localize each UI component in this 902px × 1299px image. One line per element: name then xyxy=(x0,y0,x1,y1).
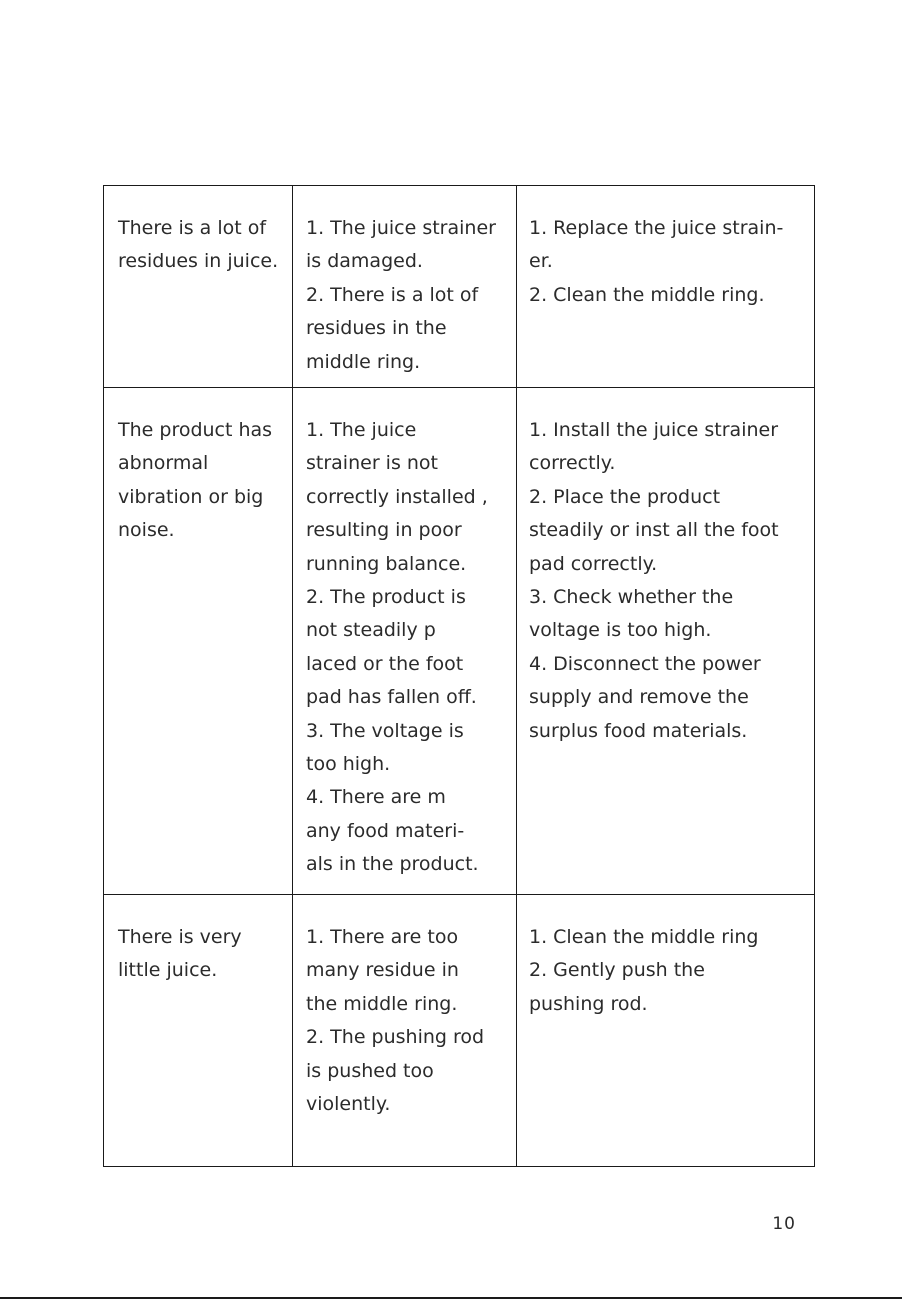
problem-line: vibration or big xyxy=(118,485,264,508)
problem-line: abnormal xyxy=(118,452,209,475)
cause-line: 2. The pushing rod xyxy=(306,1026,485,1049)
problem-line: noise. xyxy=(118,519,175,542)
solution-line: er. xyxy=(529,250,553,273)
cause-line: any food materi- xyxy=(306,819,465,842)
solution-cell xyxy=(517,186,815,388)
solution-line: pushing rod. xyxy=(529,992,648,1015)
solution-line: 2. Clean the middle ring. xyxy=(529,283,765,306)
cause-line: violently. xyxy=(306,1093,391,1116)
cause-line: residues in the xyxy=(306,317,447,340)
cause-line: resulting in poor xyxy=(306,519,462,542)
cause-line: pad has fallen off. xyxy=(306,686,477,709)
problem-cell xyxy=(104,388,293,895)
cause-line: 4. There are m xyxy=(306,786,446,809)
solution-line: pad correctly. xyxy=(529,552,658,575)
solution-line: voltage is too high. xyxy=(529,619,712,642)
solution-line: supply and remove the xyxy=(529,686,749,709)
solution-line: 1. Clean the middle ring xyxy=(529,926,759,948)
cause-line: strainer is not xyxy=(306,452,438,475)
solution-line: 2. Place the product xyxy=(529,485,721,508)
problem-line: residues in juice. xyxy=(118,250,279,273)
solution-cell xyxy=(517,895,815,1167)
cause-line: not steadily p xyxy=(306,619,436,642)
cause-line: correctly installed , xyxy=(306,485,488,508)
solution-line: surplus food materials. xyxy=(529,719,748,742)
cause-line: 2. There is a lot of xyxy=(306,283,479,306)
problem-line: little juice. xyxy=(118,959,218,982)
cause-line: is pushed too xyxy=(306,1059,434,1082)
cause-line: 1. The juice strainer xyxy=(306,217,496,239)
cause-line: middle ring. xyxy=(306,350,421,373)
cause-cell xyxy=(293,186,517,388)
cause-line: the middle ring. xyxy=(306,992,458,1015)
cause-line: 1. The juice xyxy=(306,419,417,441)
cause-line: too high. xyxy=(306,753,391,776)
cause-cell xyxy=(293,895,517,1167)
problem-line: The product has xyxy=(118,419,273,441)
table-row xyxy=(104,186,815,388)
table-row xyxy=(104,895,815,1167)
cause-line: many residue in xyxy=(306,959,459,982)
cause-cell xyxy=(293,388,517,895)
problem-cell xyxy=(104,186,293,388)
cause-line: als in the product. xyxy=(306,853,479,876)
problem-line: There is very xyxy=(118,926,242,948)
solution-line: steadily or inst all the foot xyxy=(529,519,779,542)
solution-line: 1. Replace the juice strain- xyxy=(529,217,784,239)
problem-cell xyxy=(104,895,293,1167)
solution-line: correctly. xyxy=(529,452,616,475)
problem-line: There is a lot of xyxy=(118,217,267,239)
cause-line: 1. There are too xyxy=(306,926,459,948)
cause-line: running balance. xyxy=(306,552,467,575)
cause-line: 3. The voltage is xyxy=(306,719,464,742)
solution-cell xyxy=(517,388,815,895)
cause-line: 2. The product is xyxy=(306,586,466,609)
solution-line: 1. Install the juice strainer xyxy=(529,419,779,441)
solution-line: 4. Disconnect the power xyxy=(529,652,761,675)
cause-line: laced or the foot xyxy=(306,652,464,675)
page-number: 10 xyxy=(772,1214,796,1234)
table-row xyxy=(104,388,815,895)
cause-line: is damaged. xyxy=(306,250,423,273)
solution-line: 3. Check whether the xyxy=(529,586,734,609)
solution-line: 2. Gently push the xyxy=(529,959,705,982)
troubleshooting-table xyxy=(103,185,815,1167)
